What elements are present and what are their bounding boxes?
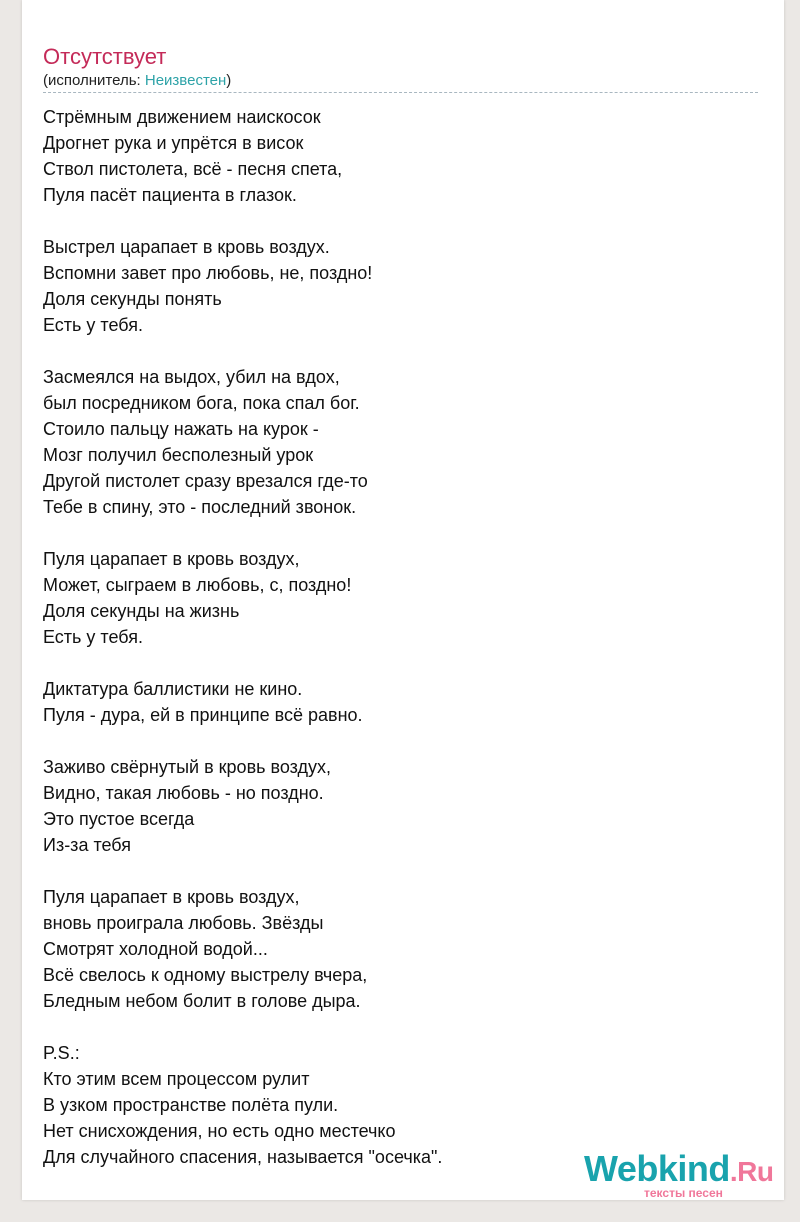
- lyric-line: [43, 520, 442, 546]
- lyric-line: Из-за тебя: [43, 835, 131, 855]
- lyric-line: Всё свелось к одному выстрелу вчера,: [43, 965, 368, 985]
- lyric-line: Нет снисхождения, но есть одно местечко: [43, 1121, 396, 1141]
- lyric-line: Диктатура баллистики не кино.: [43, 679, 303, 699]
- artist-suffix: ): [226, 72, 232, 89]
- lyric-line: Доля секунды понять: [43, 289, 222, 309]
- lyric-line: P.S.:: [43, 1043, 80, 1063]
- lyric-line: [43, 650, 442, 676]
- lyric-line: Бледным небом болит в голове дыра.: [43, 991, 361, 1011]
- lyric-line: [43, 208, 442, 234]
- lyric-line: Это пустое всегда: [43, 809, 195, 829]
- lyric-line: Пуля пасёт пациента в глазок.: [43, 185, 297, 205]
- lyric-line: Стрёмным движением наискосок: [43, 107, 321, 127]
- lyrics: [43, 104, 442, 1170]
- lyric-line: Есть у тебя.: [43, 627, 143, 647]
- lyric-line: Заживо свёрнутый в кровь воздух,: [43, 757, 332, 777]
- lyric-line: Пуля царапает в кровь воздух,: [43, 887, 300, 907]
- webkind-logo[interactable]: [584, 1148, 784, 1202]
- lyric-line: Кто этим всем процессом рулит: [43, 1069, 310, 1089]
- lyric-line: В узком пространстве полёта пули.: [43, 1095, 339, 1115]
- lyric-line: [43, 1014, 442, 1040]
- lyric-line: [43, 338, 442, 364]
- logo-wordmark: [584, 1148, 774, 1189]
- lyric-line: Вспомни завет про любовь, не, поздно!: [43, 263, 373, 283]
- artist-link[interactable]: Неизвестен: [144, 72, 227, 89]
- lyric-line: Пуля царапает в кровь воздух,: [43, 549, 300, 569]
- song-title: Отсутствует: [43, 44, 167, 69]
- logo-tld: .Ru: [729, 1156, 774, 1187]
- lyric-line: Ствол пистолета, всё - песня спета,: [43, 159, 343, 179]
- artist-prefix: (исполнитель:: [43, 72, 145, 89]
- lyric-line: Стоило пальцу нажать на курок -: [43, 419, 319, 439]
- lyric-line: Видно, такая любовь - но поздно.: [43, 783, 324, 803]
- lyric-line: [43, 728, 442, 754]
- content-panel: [22, 0, 784, 1200]
- lyric-line: вновь проиграла любовь. Звёзды: [43, 913, 324, 933]
- logo-name: Webkind: [584, 1148, 730, 1189]
- lyric-line: Пуля - дура, ей в принципе всё равно.: [43, 705, 363, 725]
- lyric-line: Может, сыграем в любовь, с, поздно!: [43, 575, 352, 595]
- logo-tagline: тексты песен: [644, 1186, 723, 1200]
- lyric-line: Другой пистолет сразу врезался где-то: [43, 471, 368, 491]
- lyric-line: Засмеялся на выдох, убил на вдох,: [43, 367, 340, 387]
- divider: [43, 92, 758, 93]
- lyric-line: Мозг получил бесполезный урок: [43, 445, 314, 465]
- lyric-line: Доля секунды на жизнь: [43, 601, 240, 621]
- lyric-line: Есть у тебя.: [43, 315, 143, 335]
- lyric-line: Выстрел царапает в кровь воздух.: [43, 237, 330, 257]
- lyric-line: [43, 858, 442, 884]
- lyric-line: был посредником бога, пока спал бог.: [43, 393, 360, 413]
- lyric-line: Смотрят холодной водой...: [43, 939, 268, 959]
- lyric-line: Тебе в спину, это - последний звонок.: [43, 497, 357, 517]
- lyric-line: Дрогнет рука и упрётся в висок: [43, 133, 304, 153]
- artist-line: [43, 72, 231, 90]
- lyric-line: Для случайного спасения, называется "осечка".: [43, 1147, 443, 1167]
